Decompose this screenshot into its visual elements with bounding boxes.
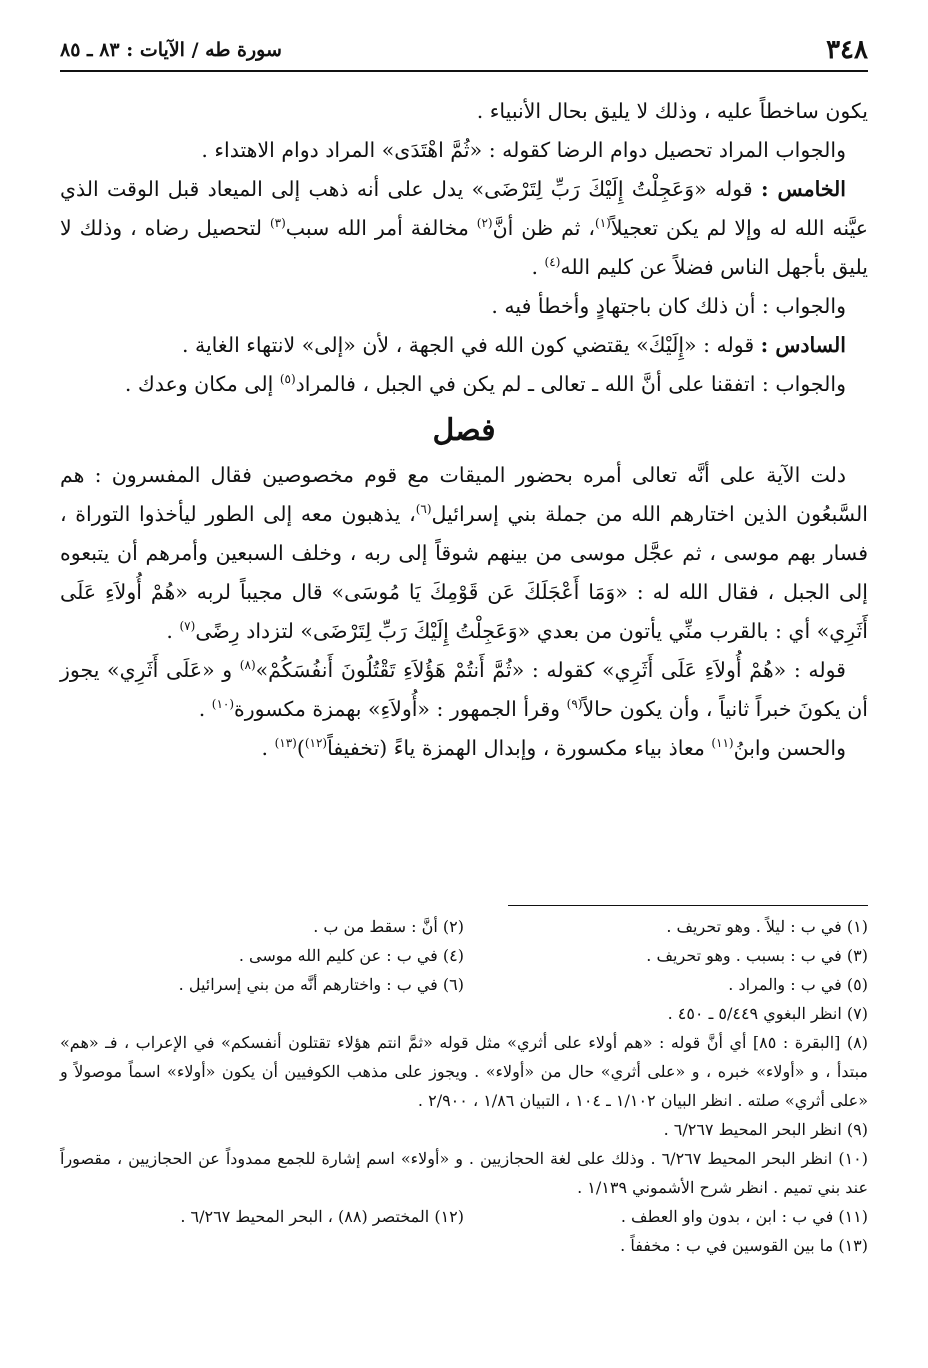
footnote-ref[interactable]: (٢) bbox=[476, 216, 493, 231]
footnote: (١١) في ب : ابن ، بدون واو العطف . bbox=[620, 1207, 868, 1226]
running-header bbox=[60, 30, 868, 72]
footnote: (٩) انظر البحر المحيط ٦/٢٦٧ . bbox=[663, 1120, 868, 1139]
paragraph-text: والجواب : اتفقنا على أنَّ الله ـ تعالى ـ لم يكن في الجبل ، فالمراد bbox=[295, 372, 846, 396]
footnote-ref[interactable]: (١٠) bbox=[211, 697, 235, 712]
paragraph bbox=[60, 651, 868, 729]
footnote: (١٣) ما بين القوسين في ب : مخففاً . bbox=[620, 1236, 868, 1255]
footnote-row bbox=[60, 1202, 868, 1231]
footnote-row bbox=[60, 941, 868, 970]
paragraph-text: والحسن وابنُ bbox=[733, 736, 846, 760]
footnote-ref[interactable]: (٩) bbox=[566, 697, 583, 712]
paragraph-text: والجواب : أن ذلك كان باجتهادٍ وأخطأ فيه . bbox=[491, 294, 846, 318]
footnote-ref[interactable]: (٤) bbox=[544, 255, 561, 270]
paragraph-text: دلت الآية على أنَّه تعالى أمره بحضور الميقات مع قوم مخصوصين فقال المفسرون : هم السَّبعُون الذين اختارهم الله من جملة بني إسرائيل bbox=[60, 463, 868, 526]
paragraph-text: والجواب المراد تحصيل دوام الرضا كقوله : «ثُمَّ اهْتَدَى» المراد دوام الاهتداء . bbox=[201, 138, 846, 162]
paragraph-text: مخالفة أمر الله سبب bbox=[285, 216, 469, 240]
paragraph bbox=[60, 92, 868, 131]
footnote: (١) في ب : ليلاً . وهو تحريف . bbox=[666, 917, 868, 936]
footnote-ref[interactable]: (١١) bbox=[711, 736, 734, 751]
paragraph-text: وقرأ الجمهور : «أُولاَءِ» بهمزة مكسورة bbox=[234, 697, 561, 721]
paragraph-text: معاذ بياء مكسورة ، وإبدال الهمزة ياءً (تخفيفاً bbox=[327, 736, 705, 760]
point-label: السادس : bbox=[760, 333, 846, 357]
page-number: ٣٤٨ bbox=[826, 35, 868, 65]
paragraph-text: يكون ساخطاً عليه ، وذلك لا يليق بحال الأنبياء . bbox=[476, 99, 868, 123]
footnote-ref[interactable]: (١٣) bbox=[274, 736, 297, 751]
footnote: (١٢) المختصر (٨٨) ، البحر المحيط ٦/٢٦٧ . bbox=[180, 1207, 464, 1226]
paragraph-text: لتحصيل رضاه ، وذلك لا يليق بأجهل الناس فضلاً عن كليم الله bbox=[60, 216, 868, 279]
paragraph-text: ، ثم ظن أنَّ bbox=[492, 216, 596, 240]
paragraph bbox=[60, 729, 868, 768]
paragraph-text: . bbox=[531, 255, 539, 279]
paragraph-fifth bbox=[60, 170, 868, 287]
paragraph-sixth bbox=[60, 326, 868, 365]
footnote: (٨) [البقرة : ٨٥] أي أنَّ قوله : «هم أولاء على أثري» مثل قوله «ثمَّ انتم هؤلاء تقتلون أنفسكم» في الإعراب ، فـ «هم» مبتدأ ، و «أولاء» خبره ، و «على أثري» حال من «أولاء» . ويجوز على مذهب الكوفيين أن يكون «أولاء» اسماً موصولاً و «على أثري» صلته . انظر البيان ١/١٠٢ ـ ١٠٤ ، التبيان ١/٨٦ ، ٢/٩٠٠ . bbox=[60, 1033, 868, 1110]
paragraph-text: ) bbox=[296, 736, 305, 760]
footnote: (٢) أنَّ : سقط من ب . bbox=[313, 917, 464, 936]
paragraph-text: ، يذهبون معه إلى الطور ليأخذوا التوراة ، فسار بهم موسى ، ثم عجَّل موسى من بينهم شوقاً إلى ربه ، وخلف السبعين وأمرهم أن يتبعوه إلى الجبل ، فقال الله له : «وَمَا أَعْجَلَكَ عَن قَوْمِكَ يَا مُوسَى» قال مجيباً لربه «هُمْ أُولاَءِ عَلَى أَثَرِي» أي : بالقرب منِّي يأتون من بعدي «وَعَجِلْتُ إِلَيْكَ رَبِّ لِتَرْضَى» لتزداد رِضًى bbox=[60, 502, 868, 643]
footnote-ref[interactable]: (٦) bbox=[415, 502, 432, 517]
footnote-ref[interactable]: (٣) bbox=[269, 216, 286, 231]
footnotes bbox=[60, 912, 868, 1260]
paragraph bbox=[60, 287, 868, 326]
paragraph-text: . bbox=[198, 697, 206, 721]
footnote-ref[interactable]: (١) bbox=[595, 216, 611, 231]
footnote: (١٠) انظر البحر المحيط ٦/٢٦٧ . وذلك على لغة الحجازيين . و «أولاء» اسم إشارة للجمع ممدوداً عن الحجازيين ، مقصوراً عند بني تميم . انظر شرح الأشموني ١/١٣٩ . bbox=[60, 1149, 869, 1197]
main-text bbox=[60, 92, 868, 768]
paragraph bbox=[60, 131, 868, 170]
footnote-ref[interactable]: (٧) bbox=[179, 619, 196, 634]
paragraph bbox=[60, 365, 868, 404]
footnote-ref[interactable]: (١٢) bbox=[304, 736, 328, 751]
footnote-ref[interactable]: (٨) bbox=[239, 658, 256, 673]
footnote: (٥) في ب : والمراد . bbox=[728, 975, 868, 994]
header-title: سورة طه / الآيات : ٨٣ ـ ٨٥ bbox=[60, 39, 282, 61]
footnote: (٦) في ب : واختارهم أنَّه من بني إسرائيل . bbox=[178, 975, 464, 994]
paragraph-text: إلى مكان وعدك . bbox=[124, 372, 274, 396]
footnote-divider bbox=[508, 905, 868, 906]
paragraph bbox=[60, 456, 868, 651]
paragraph-text: . bbox=[166, 619, 173, 643]
paragraph-text: قوله : «إِلَيْكَ» يقتضي كون الله في الجهة ، لأن «إلى» لانتهاء الغاية . bbox=[181, 333, 755, 357]
footnote-row bbox=[60, 970, 868, 999]
footnote: (٣) في ب : بسبب . وهو تحريف . bbox=[646, 946, 868, 965]
point-label: الخامس : bbox=[760, 177, 846, 201]
footnote-row bbox=[60, 912, 868, 941]
footnote: (٤) في ب : عن كليم الله موسى . bbox=[238, 946, 464, 965]
paragraph-text: . bbox=[261, 736, 269, 760]
footnote: (٧) انظر البغوي ٥/٤٤٩ ـ ٤٥٠ . bbox=[667, 1004, 868, 1023]
paragraph-text: قوله «وَعَجِلْتُ إِلَيْكَ رَبِّ لِتَرْضَى» يدل على أنه ذهب إلى الميعاد قبل الوقت الذي عيَّنه الله له وإلا لم يكن تعجيلاً bbox=[60, 177, 868, 240]
section-heading: فصل bbox=[432, 413, 496, 448]
paragraph-text: و «عَلَى أَثَرِي» يجوز أن يكونَ خبراً ثانياً ، وأن يكون حالاً bbox=[60, 658, 868, 721]
footnote-ref[interactable]: (٥) bbox=[279, 372, 296, 387]
paragraph-text: قوله : «هُمْ أُولاَءِ عَلَى أَثَرِي» كقوله : «ثُمَّ أَنتُمْ هَؤُلاَءِ تَقْتُلُونَ أَنفُسَكُمْ» bbox=[255, 658, 846, 682]
